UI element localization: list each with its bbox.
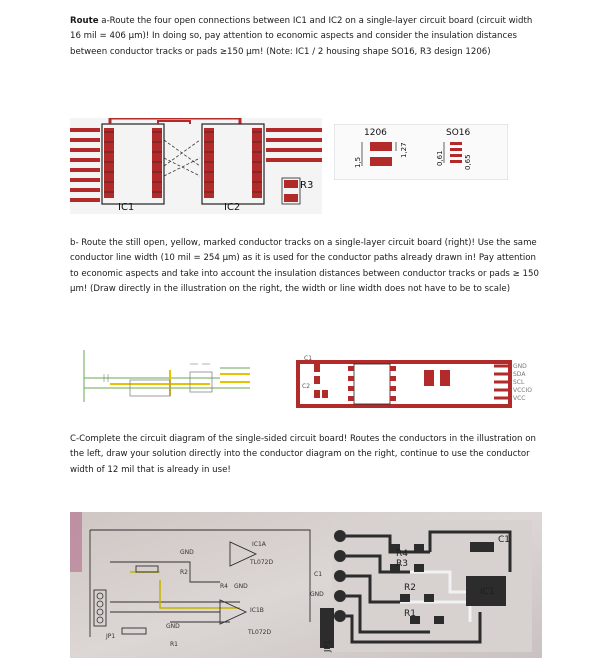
r1206-pad-bottom (370, 157, 392, 166)
c1-label: C1 (304, 355, 313, 362)
schem-gnd1: GND (180, 549, 194, 556)
pcb-jp1: JP1 (323, 639, 332, 652)
r3-pad-bottom (284, 194, 298, 202)
pcb-r3: R3 (396, 559, 408, 569)
schem-tl072b: TL072D (248, 629, 272, 636)
r3-label: R3 (300, 180, 314, 191)
section-a-body: a-Route the four open connections between IC1 and IC2 on a single-layer circuit board (circuit width 16 mil = 406 µm)! In doing so, pay attention to economic aspects and consider the insulation distances between conductor tracks or pads ≥150 µm! (Note: IC1 / 2 housing shape SO16, R3 design 1206) (70, 16, 533, 57)
section-b-pcb (294, 350, 542, 416)
pcb-ic1: IC1 (480, 587, 495, 597)
ic1-label: IC1 (118, 202, 135, 213)
r1206-pad-top (370, 142, 392, 151)
schem-c1: C1 (314, 571, 323, 578)
schem-gnd4: GND (310, 591, 324, 598)
dim-127-label: 1,27 (400, 142, 408, 158)
so16-label: SO16 (446, 128, 471, 138)
section-a-text (70, 14, 540, 60)
dim-061-label: 0,61 (436, 150, 444, 166)
section-c-photo (70, 512, 542, 658)
signal-vcc: VCC (513, 395, 526, 402)
ic-routing-figure (70, 118, 322, 214)
r3-pad-top (284, 180, 298, 188)
section-b-schematic (70, 344, 280, 408)
pcb-c1: C1 (498, 535, 511, 545)
schem-jp1: JP1 (106, 633, 116, 640)
schem-tl072: TL072D (250, 559, 274, 566)
section-a-lead: Route (70, 16, 99, 26)
signal-gnd: GND (513, 363, 527, 370)
section-c-text: C-Complete the circuit diagram of the single-sided circuit board! Routes the conductors in the illustration on the left, draw your solution directly into the conductor diagram on the right, continue to use the conductor width of 12 mil that is already in use! (70, 434, 536, 475)
section-b-text: b- Route the still open, yellow, marked conductor tracks on a single-layer circuit board (right)! Use the same conductor line width (10 mil = 254 µm) as it is used for the conductor paths already drawn in! Pay attention to economic aspects and take into account the insulation distances between conductor tracks or pads ≥ 150 µm! (Draw directly in the illustration on the right, the width or line width does not have to be to scale) (70, 238, 539, 294)
schem-r2: R2 (180, 569, 188, 576)
schem-r1: R1 (170, 641, 178, 648)
schem-gnd3: GND (166, 623, 180, 630)
pcb-r1: R1 (404, 609, 416, 619)
signal-vccio: VCCIO (513, 387, 532, 394)
schem-r4: R4 (220, 583, 228, 590)
ic2-label: IC2 (224, 202, 241, 213)
footprint-figure (334, 124, 508, 180)
dim-065-label: 0,65 (464, 154, 472, 170)
dim-15-label: 1,5 (354, 156, 362, 168)
schem-ic1a: IC1A (252, 541, 266, 548)
pcb-photo (320, 520, 532, 653)
pcb-r2: R2 (404, 583, 416, 593)
schem-ic1b: IC1B (250, 607, 264, 614)
schem-gnd2: GND (234, 583, 248, 590)
r1206-label: 1206 (364, 128, 387, 138)
signal-scl: SCL (513, 379, 525, 386)
signal-sda: SDA (513, 371, 526, 378)
pcb-r4: R4 (396, 549, 408, 559)
c2-label: C2 (302, 383, 311, 390)
